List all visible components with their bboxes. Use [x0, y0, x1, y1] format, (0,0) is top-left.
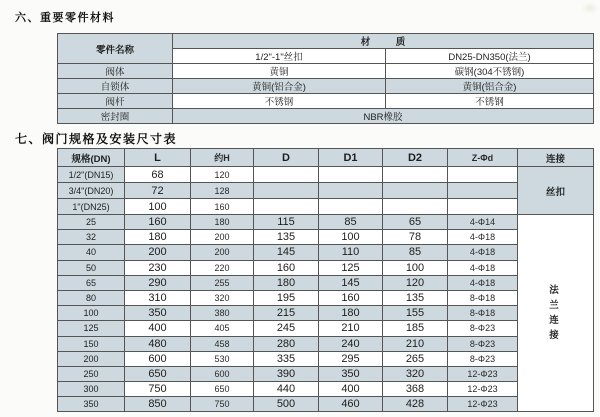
dim-row-25: [58, 215, 594, 230]
part-name-cell: 密封圈: [58, 109, 173, 124]
size-cell: 1/2"(DN15): [58, 167, 125, 183]
H-cell: 160: [191, 199, 254, 215]
empty-cell: [448, 199, 518, 215]
L-cell: 290: [125, 275, 191, 290]
header-connection: 连接: [518, 149, 594, 167]
H-cell: 128: [191, 183, 254, 199]
dim-row-dn25: [58, 199, 594, 215]
dimensions-table: [57, 148, 594, 412]
dim-header-row: [58, 149, 594, 167]
bolt-pattern-cell: 12-Φ23: [448, 366, 518, 381]
dim-row-40: [58, 245, 594, 260]
H-cell: 320: [191, 290, 254, 305]
H-cell: 200: [191, 230, 254, 245]
material-cell: 不锈钢: [173, 94, 386, 109]
L-cell: 200: [125, 245, 191, 260]
D-cell: 215: [254, 306, 319, 321]
D1-cell: 295: [319, 351, 383, 366]
size-cell: 350: [58, 397, 125, 412]
header-size: 规格(DN): [58, 149, 125, 167]
bolt-pattern-cell: 4-Φ18: [448, 245, 518, 260]
D-cell: 195: [254, 290, 319, 305]
materials-table: [57, 33, 594, 124]
H-cell: 120: [191, 167, 254, 183]
material-cell-span: NBR橡胶: [173, 109, 594, 124]
dim-row-32: [58, 230, 594, 245]
D-cell: 135: [254, 230, 319, 245]
material-cell: 黄铜(铝合金): [386, 79, 594, 94]
D2-cell: 155: [383, 306, 448, 321]
L-cell: 850: [125, 397, 191, 412]
L-cell: 650: [125, 366, 191, 381]
size-cell: 125: [58, 321, 125, 336]
dim-row-350: [58, 397, 594, 412]
H-cell: 220: [191, 260, 254, 275]
D2-cell: 100: [383, 260, 448, 275]
dim-row-dn20: [58, 183, 594, 199]
H-cell: 255: [191, 275, 254, 290]
empty-cell: [254, 167, 319, 183]
header-D1: D1: [319, 149, 383, 167]
size-cell: 200: [58, 351, 125, 366]
dim-row-65: [58, 275, 594, 290]
D2-cell: 135: [383, 290, 448, 305]
empty-cell: [448, 183, 518, 199]
part-row-stem: [58, 94, 594, 109]
scan-artifact: [582, 2, 598, 14]
bolt-pattern-cell: 4-Φ18: [448, 275, 518, 290]
part-row-body: [58, 64, 594, 79]
L-cell: 72: [125, 183, 191, 199]
size-cell: 300: [58, 382, 125, 397]
empty-cell: [254, 183, 319, 199]
H-cell: 750: [191, 397, 254, 412]
bolt-pattern-cell: 8-Φ23: [448, 336, 518, 351]
bolt-pattern-cell: 4-Φ18: [448, 230, 518, 245]
H-cell: 530: [191, 351, 254, 366]
dim-row-150: [58, 336, 594, 351]
dim-row-dn15: [58, 167, 594, 183]
H-cell: 650: [191, 382, 254, 397]
L-cell: 310: [125, 290, 191, 305]
bolt-pattern-cell: 12-Φ23: [448, 382, 518, 397]
D2-cell: 428: [383, 397, 448, 412]
D2-cell: 265: [383, 351, 448, 366]
D2-cell: 210: [383, 336, 448, 351]
empty-cell: [319, 183, 383, 199]
material-cell: 不锈钢: [386, 94, 594, 109]
D2-cell: 320: [383, 366, 448, 381]
bolt-pattern-cell: 8-Φ23: [448, 351, 518, 366]
bolt-pattern-cell: 8-Φ18: [448, 290, 518, 305]
dim-row-100: [58, 306, 594, 321]
D-cell: 280: [254, 336, 319, 351]
size-cell: 80: [58, 290, 125, 305]
header-Z-phi-d: Z-Φd: [448, 149, 518, 167]
size-cell: 40: [58, 245, 125, 260]
L-cell: 600: [125, 351, 191, 366]
D1-cell: 350: [319, 366, 383, 381]
bolt-pattern-cell: 8-Φ23: [448, 321, 518, 336]
size-cell: 1"(DN25): [58, 199, 125, 215]
part-name-cell: 阀体: [58, 64, 173, 79]
bolt-pattern-cell: 4-Φ14: [448, 215, 518, 230]
H-cell: 405: [191, 321, 254, 336]
D-cell: 115: [254, 215, 319, 230]
empty-cell: [254, 199, 319, 215]
D2-cell: 185: [383, 321, 448, 336]
size-cell: 65: [58, 275, 125, 290]
D-cell: 145: [254, 245, 319, 260]
size-cell: 50: [58, 260, 125, 275]
H-cell: 600: [191, 366, 254, 381]
dim-row-50: [58, 260, 594, 275]
D1-cell: 210: [319, 321, 383, 336]
D2-cell: 85: [383, 245, 448, 260]
material-group-header: 材 质: [173, 34, 594, 49]
D1-cell: 460: [319, 397, 383, 412]
part-name-cell: 自锁体: [58, 79, 173, 94]
size-cell: 25: [58, 215, 125, 230]
D1-cell: 180: [319, 306, 383, 321]
D2-cell: 78: [383, 230, 448, 245]
L-cell: 68: [125, 167, 191, 183]
L-cell: 160: [125, 215, 191, 230]
empty-cell: [448, 167, 518, 183]
D-cell: 180: [254, 275, 319, 290]
D2-cell: 65: [383, 215, 448, 230]
bolt-pattern-cell: 8-Φ18: [448, 306, 518, 321]
bolt-pattern-cell: 12-Φ23: [448, 397, 518, 412]
empty-cell: [319, 167, 383, 183]
L-cell: 350: [125, 306, 191, 321]
L-cell: 750: [125, 382, 191, 397]
dim-row-300: [58, 382, 594, 397]
L-cell: 480: [125, 336, 191, 351]
D-cell: 500: [254, 397, 319, 412]
bolt-pattern-cell: 4-Φ18: [448, 260, 518, 275]
material-group-header-row: [58, 34, 594, 49]
D-cell: 160: [254, 260, 319, 275]
L-cell: 400: [125, 321, 191, 336]
H-cell: 380: [191, 306, 254, 321]
size-cell: 150: [58, 336, 125, 351]
empty-cell: [319, 199, 383, 215]
header-D2: D2: [383, 149, 448, 167]
empty-cell: [383, 167, 448, 183]
D1-cell: 400: [319, 382, 383, 397]
D-cell: 390: [254, 366, 319, 381]
H-cell: 200: [191, 245, 254, 260]
H-cell: 180: [191, 215, 254, 230]
size-cell: 3/4"(DN20): [58, 183, 125, 199]
D2-cell: 120: [383, 275, 448, 290]
L-cell: 180: [125, 230, 191, 245]
material-cell: 碳钢(304不锈钢): [386, 64, 594, 79]
sub-header-threaded: 1/2"-1"丝扣: [173, 49, 386, 64]
L-cell: 100: [125, 199, 191, 215]
D-cell: 245: [254, 321, 319, 336]
connection-label: 法兰连接: [549, 284, 562, 342]
part-name-cell: 阀杆: [58, 94, 173, 109]
D2-cell: 368: [383, 382, 448, 397]
dim-row-250: [58, 366, 594, 381]
D-cell: 440: [254, 382, 319, 397]
empty-cell: [383, 199, 448, 215]
D1-cell: 125: [319, 260, 383, 275]
connection-cell-threaded: 丝扣: [518, 167, 594, 215]
section-6-title: 六、重要零件材料: [15, 12, 115, 24]
D1-cell: 100: [319, 230, 383, 245]
header-D: D: [254, 149, 319, 167]
part-row-seal: [58, 109, 594, 124]
D1-cell: 145: [319, 275, 383, 290]
size-cell: 32: [58, 230, 125, 245]
D1-cell: 240: [319, 336, 383, 351]
size-cell: 100: [58, 306, 125, 321]
D1-cell: 110: [319, 245, 383, 260]
header-H: 约H: [191, 149, 254, 167]
size-cell: 250: [58, 366, 125, 381]
dim-row-80: [58, 290, 594, 305]
corner-header-parts: 零件名称: [58, 34, 173, 64]
part-row-lock-body: [58, 79, 594, 94]
D1-cell: 85: [319, 215, 383, 230]
empty-cell: [383, 183, 448, 199]
D1-cell: 160: [319, 290, 383, 305]
dim-row-125: [58, 321, 594, 336]
header-L: L: [125, 149, 191, 167]
sub-header-flanged: DN25-DN350(法兰): [386, 49, 594, 64]
material-cell: 黄铜(铝合金): [173, 79, 386, 94]
section-7-title: 七、阀门规格及安装尺寸表: [15, 132, 178, 146]
material-cell: 黄铜: [173, 64, 386, 79]
connection-cell-flanged: [518, 215, 594, 412]
dim-row-200: [58, 351, 594, 366]
L-cell: 230: [125, 260, 191, 275]
D-cell: 335: [254, 351, 319, 366]
H-cell: 458: [191, 336, 254, 351]
